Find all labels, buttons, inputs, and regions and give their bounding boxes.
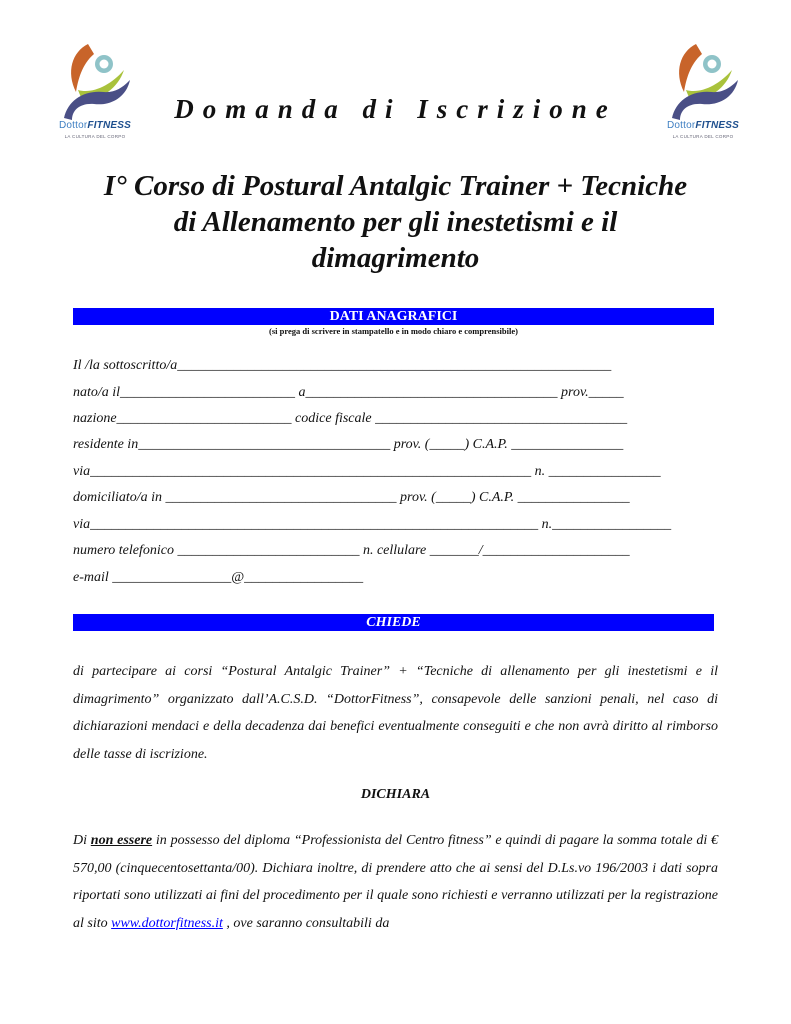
dottorfitness-figure-icon [666,40,740,120]
course-title [60,168,731,276]
underlined-text: non essere [90,833,153,848]
field-via-domicilio[interactable]: via________________________________________________________________ n._________________ [73,517,672,532]
document-title: Domanda di Iscrizione [174,94,617,124]
section-bar-dati-anagrafici: DATI ANAGRAFICI [73,308,714,325]
logo-brand-text: DottorFITNESS [666,120,740,131]
paragraph-text: Di [73,833,91,848]
field-telefono[interactable]: numero telefonico __________________________ n. cellulare _______/_____________________ [73,543,630,558]
paragraph-text: , ove saranno consultabili da [222,915,390,931]
dottorfitness-figure-icon [58,40,132,120]
field-sottoscritto[interactable]: Il /la sottoscritto/a______________________________________________________________ [73,358,612,373]
field-via-residenza[interactable]: via_______________________________________________________________ n. ________________ [73,464,661,479]
paragraph-dichiara [73,827,718,937]
section-bar-chiede: CHIEDE [73,614,714,631]
field-domicilio[interactable]: domiciliato/a in _________________________________ prov. (_____) C.A.P. ________________ [73,490,630,505]
paragraph-chiede: di partecipare ai corsi “Postural Antalgic Trainer” + “Tecniche di allenamento per gli inestetismi e il dimagrimento” organizzato dall’A.C.S.D. “DottorFitness”, consapevole delle sanzioni penali, nel caso di dichiarazioni mendaci e della decadenza dai benefici eventualmente conseguiti e che non avrà diritto al rimborso delle tasse di iscrizione. [73,664,718,762]
course-title-line: I° Corso di Postural Antalgic Trainer + Tecniche [103,170,688,202]
field-residenza[interactable]: residente in____________________________________ prov. (_____) C.A.P. ________________ [73,437,624,452]
section-note: (si prega di scrivere in stampatello e in modo chiaro e comprensibile) [269,326,518,336]
course-title-line: di Allenamento per gli inestetismi e il [173,206,618,238]
paragraph-text: in possesso del diploma “Professionista del Centro fitness” e quindi di pagare la somma totale di € 570,00 (cinquecentosettanta/00). Dichiara inoltre, di prendere atto che ai sensi del D.Ls.vo 196/2003 i dati sopra riportati sono utilizzati ai fini del procedimento per il quale sono richiesti e verranno utilizzati per la registrazione al sito [73,833,719,931]
field-nazione-codice-fiscale[interactable]: nazione_________________________ codice fiscale ____________________________________ [73,411,628,426]
field-nascita[interactable]: nato/a il_________________________ a____________________________________ prov._____ [73,385,624,400]
logo-brand-text: DottorFITNESS [58,120,132,131]
heading-dichiara: DICHIARA [360,787,431,802]
logo-tagline: LA CULTURA DEL CORPO [672,134,734,139]
course-title-line: dimagrimento [311,242,480,274]
dottorfitness-logo-right [658,40,748,144]
field-email[interactable]: e-mail _________________@_________________ [73,570,364,585]
website-link[interactable]: www.dottorfitness.it [111,915,223,931]
logo-tagline: LA CULTURA DEL CORPO [64,134,126,139]
dottorfitness-logo-left [50,40,140,144]
